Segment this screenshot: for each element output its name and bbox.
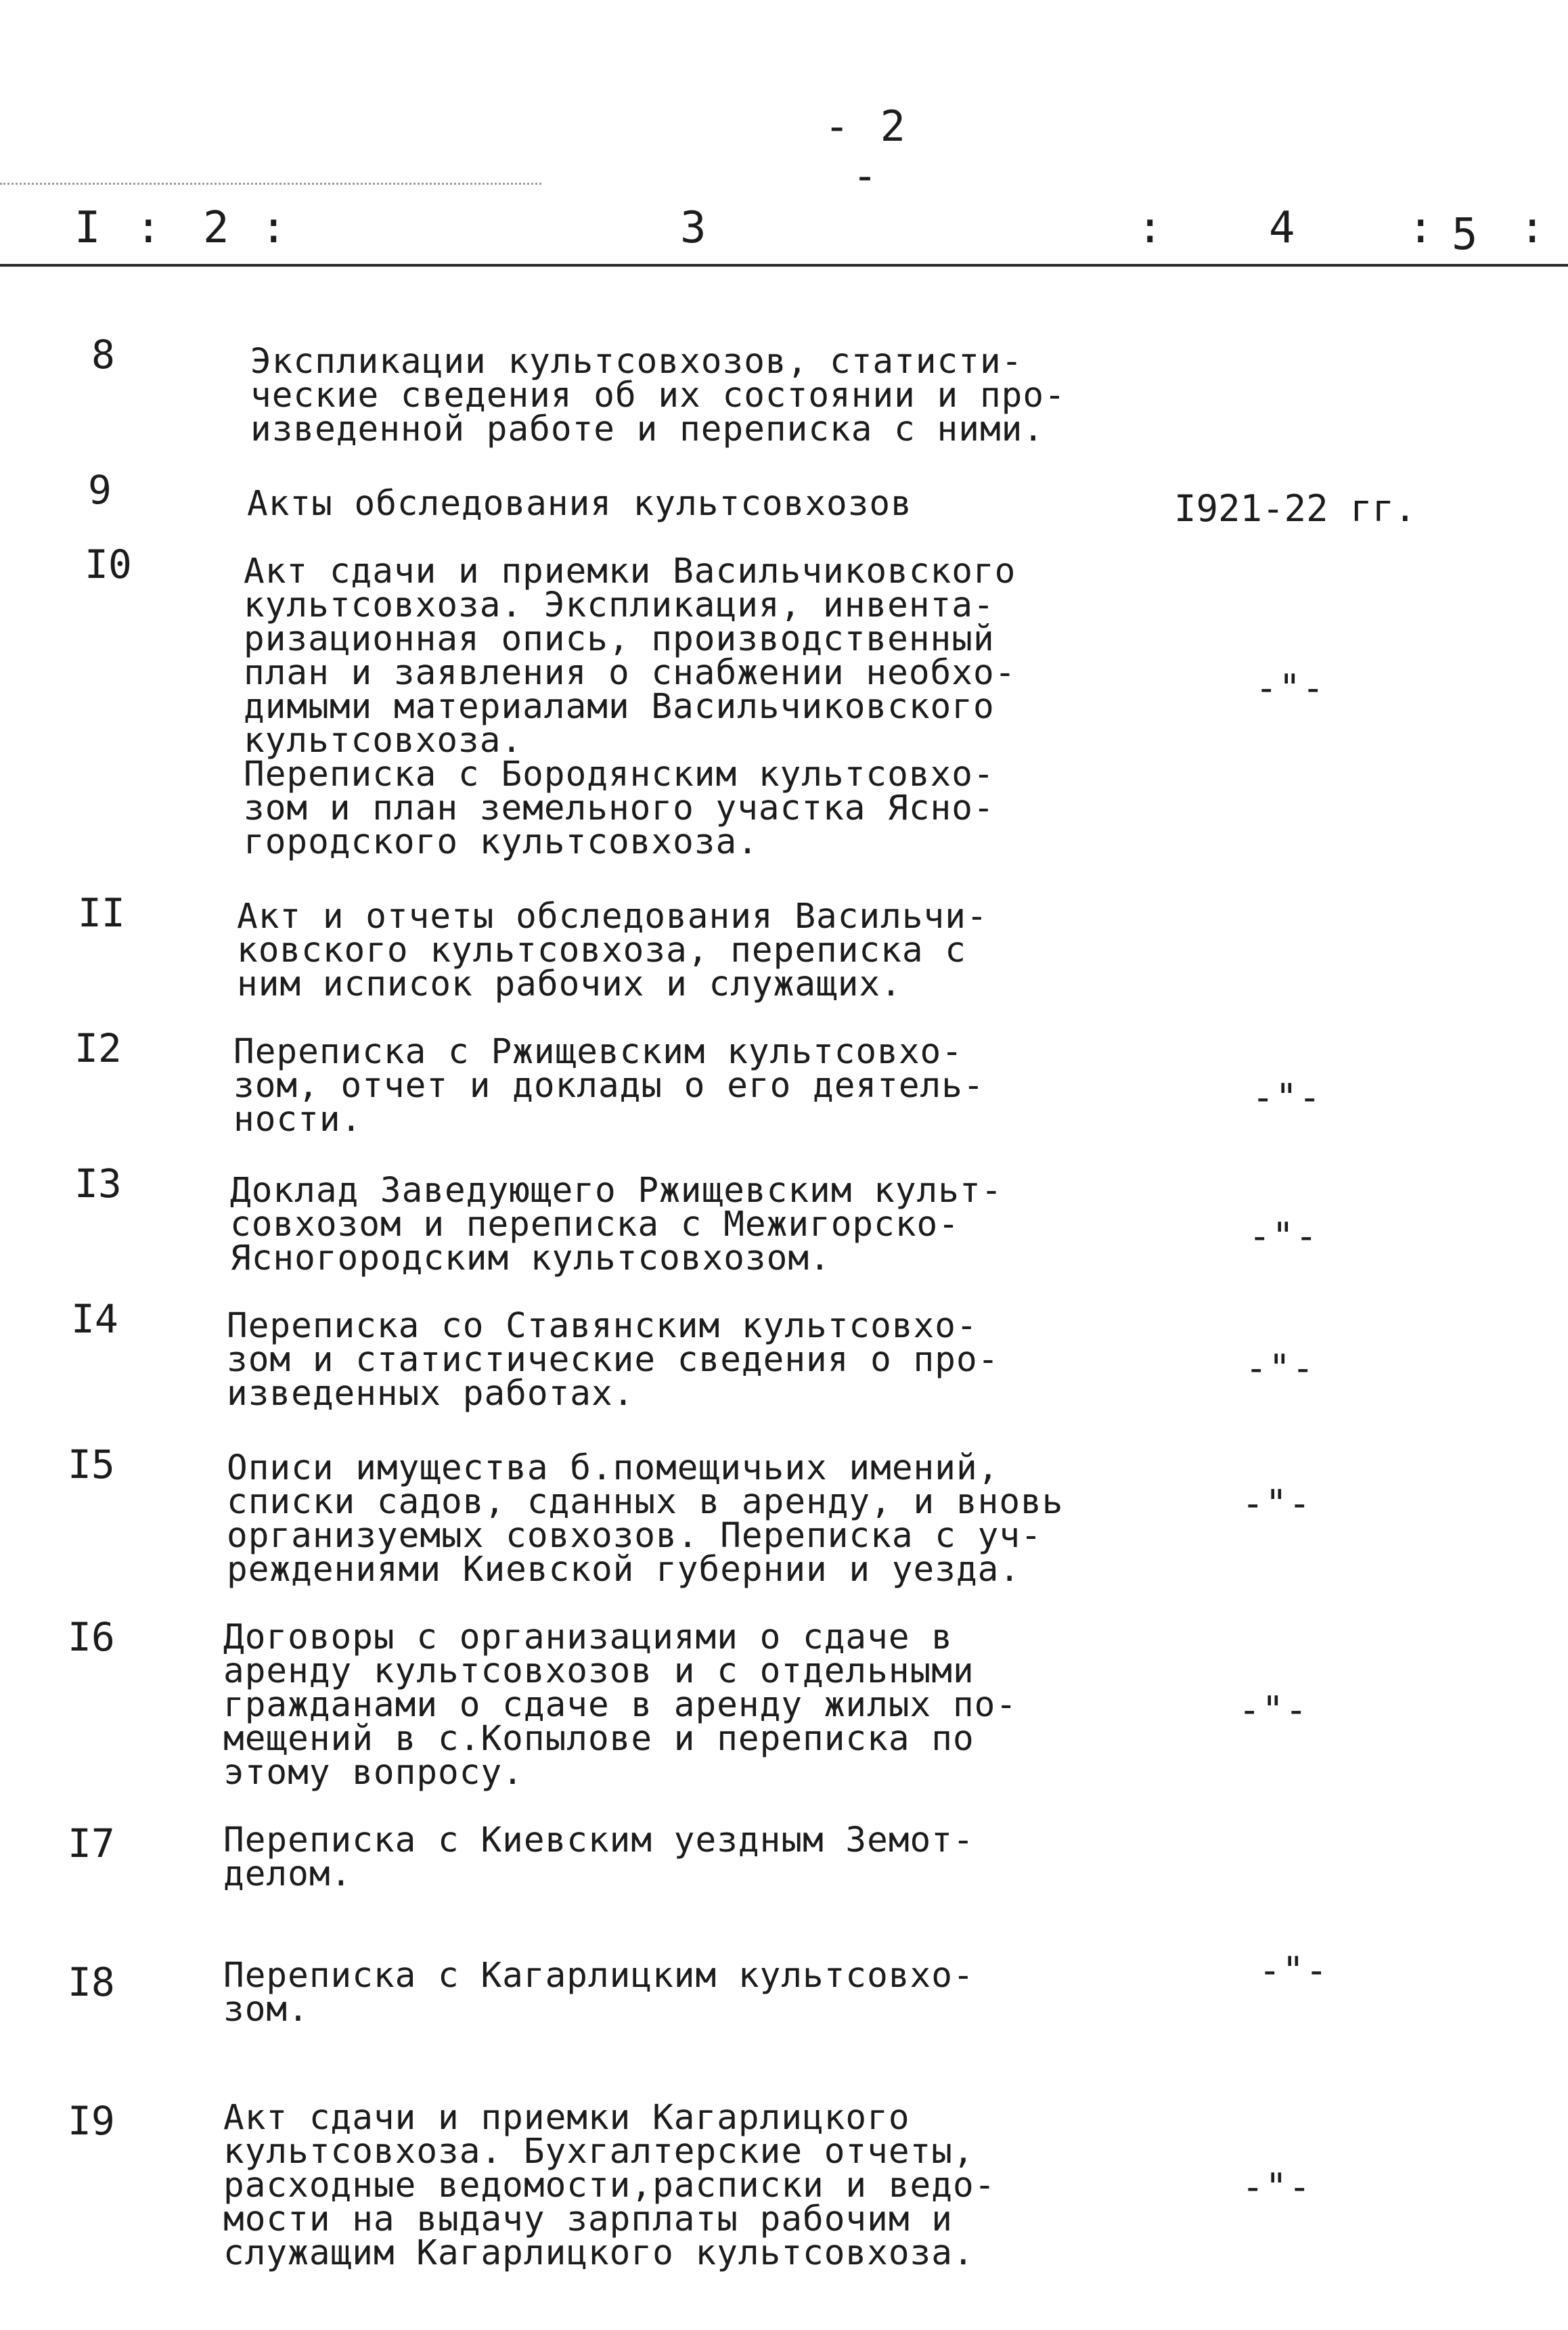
- column-header-2: 2: [203, 203, 229, 253]
- row-number: I3: [74, 1161, 122, 1207]
- row-date-ditto: -"-: [1255, 667, 1326, 709]
- row-description: Описи имущества б.помещичьих имений, списки садов, сданных в аренду, и вновь организуемых совхозов. Переписка с уч- реждениями Киевской губернии и уезда.: [227, 1448, 1064, 1590]
- row-number: I9: [68, 2098, 115, 2144]
- column-header-4: 4: [1269, 203, 1295, 253]
- column-header-1: I: [74, 203, 101, 253]
- row-date-ditto: -"-: [1242, 1482, 1312, 1525]
- row-number: I6: [68, 1614, 115, 1660]
- column-header-5: 5: [1452, 210, 1478, 260]
- row-description: Доклад Заведующего Ржищевским культ- совхозом и переписка с Межигорско- Ясногородским культсовхозом.: [230, 1171, 1003, 1278]
- row-date: I921-22 гг.: [1174, 487, 1416, 530]
- row-date-ditto: -"-: [1245, 1347, 1316, 1389]
- column-separator-1: :: [135, 203, 162, 253]
- row-number: I0: [85, 541, 132, 587]
- column-separator-2: :: [261, 203, 287, 253]
- column-separator-5: :: [1519, 203, 1546, 253]
- row-number: I8: [68, 1959, 115, 2005]
- row-description: Договоры с организациями о сдаче в аренду культсовхозов и с отдельными гражданами о сдаче в аренду жилых по- мещений в с.Копылове и переписка по этому вопросу.: [223, 1617, 1018, 1793]
- row-description: Акт сдачи и приемки Васильчиковского культсовхоза. Экспликация, инвента- ризационная опись, производственный план и заявления о снабжении необхо- димыми материалами Васильчиковского культсовхоза. Переписка с Бородянским культсовхо- зом и план земельного участка Ясно- городского культсовхоза.: [244, 552, 1016, 862]
- row-description: Переписка с Ржищевским культсовхо- зом, отчет и доклады о его деятель- ности.: [233, 1032, 985, 1140]
- row-number: I4: [71, 1296, 118, 1342]
- row-description: Акт и отчеты обследования Васильчи- ковского культсовхоза, переписка с ним исписок рабочих и служащих.: [237, 897, 988, 1004]
- row-date-ditto: -"-: [1252, 1076, 1322, 1119]
- row-date-ditto: -"-: [1249, 1215, 1319, 1257]
- row-date-ditto: -"-: [1242, 2166, 1312, 2208]
- header-dotted-line: [0, 183, 541, 185]
- row-number: I7: [68, 1820, 115, 1866]
- row-description: Переписка с Киевским уездным Земот- делом.: [223, 1820, 975, 1894]
- row-description: Переписка с Кагарлицким культсовхо- зом.: [223, 1956, 975, 2030]
- column-separator-3: :: [1137, 203, 1163, 253]
- page-number: - 2 -: [824, 102, 908, 200]
- row-number: II: [78, 890, 125, 936]
- row-description: Переписка со Ставянским культсовхо- зом и статистические сведения о про- изведенных работах.: [227, 1306, 1000, 1414]
- row-number: 9: [88, 467, 112, 513]
- row-description: Акты обследования культсовхозов: [247, 484, 912, 524]
- row-description: Экспликации культсовхозов, статисти- ческие сведения об их состоянии и про- изведенной работе и переписка с ними.: [250, 342, 1066, 449]
- row-number: I2: [74, 1025, 122, 1071]
- row-number: I5: [68, 1441, 115, 1487]
- row-description: Акт сдачи и приемки Кагарлицкого культсовхоза. Бухгалтерские отчеты, расходные ведомости,расписки и ведо- мости на выдачу зарплаты рабочим и служащим Кагарлицкого культсовхоза.: [223, 2098, 996, 2273]
- column-separator-4: :: [1408, 203, 1434, 253]
- header-rule: [0, 264, 1568, 267]
- column-header-3: 3: [680, 203, 707, 253]
- row-number: 8: [91, 332, 115, 378]
- row-date-ditto: -"-: [1259, 1949, 1329, 1992]
- row-date-ditto: -"-: [1238, 1688, 1309, 1731]
